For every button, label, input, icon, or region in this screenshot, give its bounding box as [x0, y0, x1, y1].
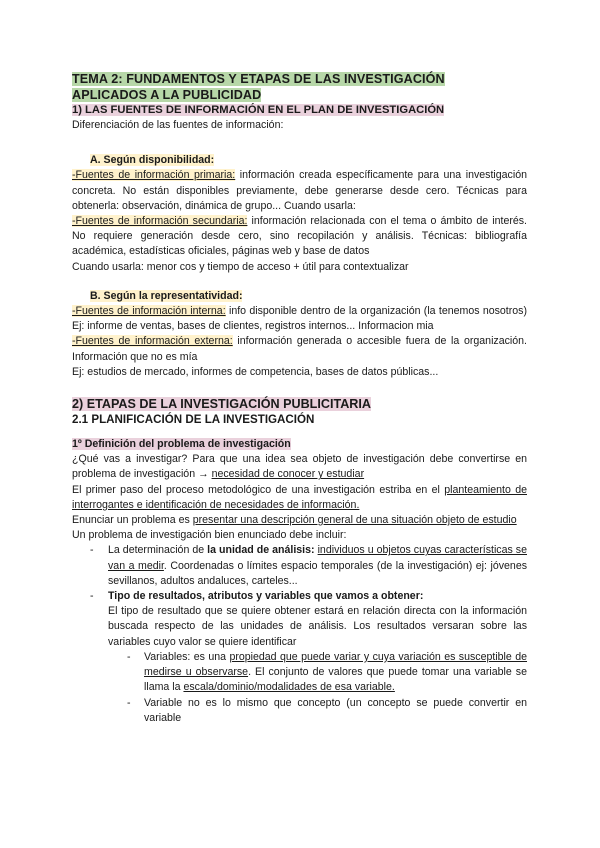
list-item-unidad-analisis: - La determinación de la unidad de análisis: individuos u objetos cuyas características se van a medir. Coordenadas o límites espacio temporales (de la investigación) ej: jóvenes sevillanos, adultos andaluces, carteles... — [90, 544, 528, 587]
paragraph-primer-paso: El primer paso del proceso metodológico de una investigación estriba en el planteamiento de interrogantes e identificación de necesidades de información. — [72, 483, 527, 511]
secundaria-label: -Fuentes de información secundaria: — [72, 215, 248, 228]
paragraph-que-investigar: ¿Qué vas a investigar? Para que una idea sea objeto de investigación debe convertirse en problema de investigación → necesidad de conocer y estudiar — [72, 453, 527, 481]
paragraph-interna: -Fuentes de información interna: info disponible dentro de la organización (la tenemos nosotros) Ej: informe de ventas, bases de clientes, registros internos... Informacion mia — [72, 305, 527, 333]
paragraph-secundaria: -Fuentes de información secundaria: información relacionada con el tema o ámbito de interés. No requiere generación desde cero, sino recopilación y análisis. Técnicas: bibliografía académica, estadísticas oficiales, páginas web y base de datos — [72, 215, 527, 258]
subsection-b-heading: B. Según la representatividad: — [90, 289, 243, 302]
sublist-item-variables: - Variables: es una propiedad que puede variar y cuya variación es susceptible de medirse u observarse. El conjunto de valores que puede tomar una variable se llama la escala/dominio/modalidades de esa variable. — [127, 650, 528, 694]
paragraph-ejemplos: Ej: estudios de mercado, informes de competencia, bases de datos públicas... — [72, 365, 439, 378]
paragraph-tipo-resultados: El tipo de resultado que se quiere obtener estará en relación directa con la información buscada respecto de las unidades de análisis. Los resultados versaran sobre las variables cuyo valor se quiere identificar — [108, 605, 527, 648]
subsection-a-heading: A. Según disponibilidad: — [90, 154, 215, 167]
title-line-1: TEMA 2: FUNDAMENTOS Y ETAPAS DE LAS INVESTIGACIÓN — [72, 72, 445, 86]
section1-heading: 1) LAS FUENTES DE INFORMACIÓN EN EL PLAN DE INVESTIGACIÓN — [72, 104, 445, 116]
paragraph-primaria: -Fuentes de información primaria: información creada específicamente para una investigación concreta. No están disponibles previamente, debe generarse desde cero. Técnicas para obtenerla: observación, dinámica de grupo... Cuando usarla: — [72, 169, 527, 212]
paragraph-externa: -Fuentes de información externa: información generada o accesible fuera de la organización. Información que no es mía — [72, 335, 527, 363]
document-title — [72, 71, 527, 103]
paragraph-debe-incluir: Un problema de investigación bien enunciado debe incluir: — [72, 529, 347, 542]
externa-label: -Fuentes de información externa: — [72, 335, 233, 348]
interna-label: -Fuentes de información interna: — [72, 305, 226, 318]
list-item-tipo-resultados: - Tipo de resultados, atributos y variables que vamos a obtener: — [90, 590, 424, 603]
sublist-item-concepto: - Variable no es lo mismo que concepto (un concepto se puede convertir en variable — [127, 696, 527, 724]
paragraph-enunciar: Enunciar un problema es presentar una descripción general de una situación objeto de estudio — [72, 514, 517, 527]
section2-heading: 2) ETAPAS DE LA INVESTIGACIÓN PUBLICITARIA — [72, 397, 371, 412]
primaria-label: -Fuentes de información primaria: — [72, 169, 236, 182]
document-page — [72, 71, 527, 726]
paragraph-cuando: Cuando usarla: menor cos y tiempo de acceso + útil para contextualizar — [72, 260, 409, 273]
step1-heading: 1º Definición del problema de investigación — [72, 438, 291, 451]
section1-intro: Diferenciación de las fuentes de información: — [72, 119, 284, 131]
section2-subheading: 2.1 PLANIFICACIÓN DE LA INVESTIGACIÓN — [72, 413, 315, 427]
title-line-2: APLICADOS A LA PUBLICIDAD — [72, 88, 262, 102]
